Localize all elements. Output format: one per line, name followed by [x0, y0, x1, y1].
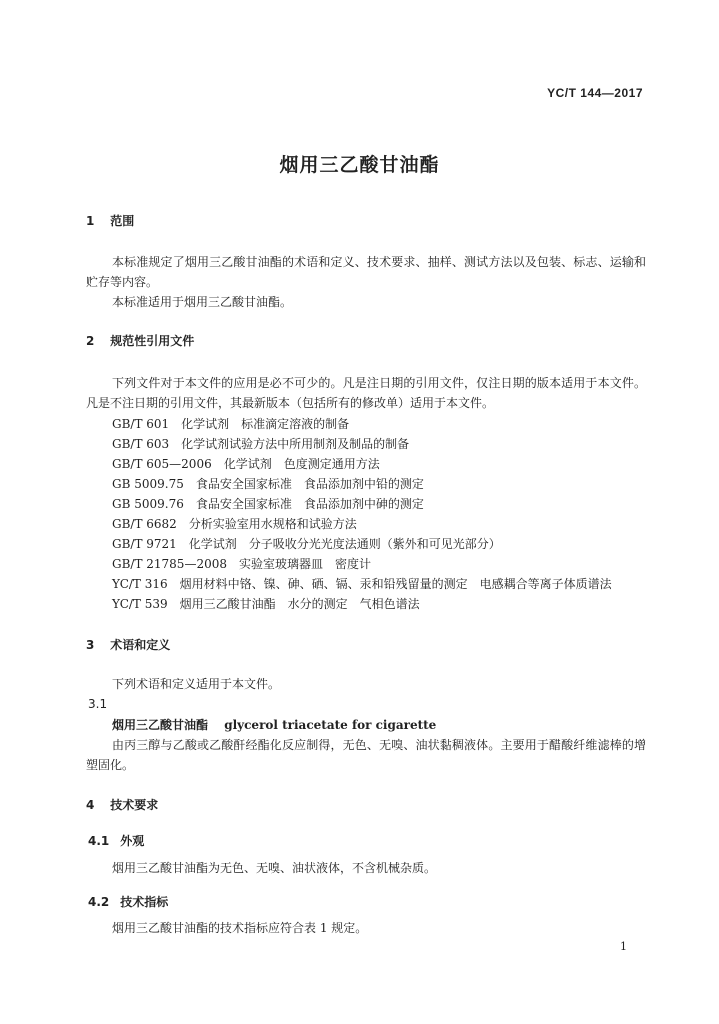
- subsection-4-1-heading: [88, 832, 144, 849]
- reference-item: YC/T 539 烟用三乙酸甘油酯 水分的测定 气相色谱法: [112, 597, 420, 611]
- subsection-number: 4.1: [88, 834, 110, 848]
- section-1-heading: [86, 212, 134, 229]
- section-number: 2: [86, 334, 95, 348]
- term-english: glycerol triacetate for cigarette: [224, 718, 437, 732]
- term-definition: 由丙三醇与乙酸或乙酸酐经酯化反应制得，无色、无嗅、油状黏稠液体。主要用于醋酸纤维滤棒的增塑固化。: [86, 738, 646, 772]
- standard-code: YC/T 144—2017: [547, 86, 643, 100]
- section-1-paragraph-1: 本标准规定了烟用三乙酸甘油酯的术语和定义、技术要求、抽样、测试方法以及包装、标志、运输和贮存等内容。: [86, 255, 646, 289]
- reference-item: GB/T 9721 化学试剂 分子吸收分光光度法通则（紫外和可见光部分）: [112, 537, 501, 551]
- section-1-paragraph-2: 本标准适用于烟用三乙酸甘油酯。: [112, 295, 293, 309]
- section-number: 1: [86, 214, 95, 228]
- subsection-title: 外观: [120, 834, 145, 848]
- section-4-heading: [86, 796, 158, 813]
- section-title: 术语和定义: [110, 638, 171, 652]
- subsection-4-2-heading: [88, 893, 168, 910]
- reference-item: GB/T 601 化学试剂 标准滴定溶液的制备: [112, 417, 350, 431]
- section-2-intro: 下列文件对于本文件的应用是必不可少的。凡是注日期的引用文件，仅注日期的版本适用于本文件。凡是不注日期的引用文件，其最新版本（包括所有的修改单）适用于本文件。: [86, 376, 646, 410]
- subsection-4-1-text: 烟用三乙酸甘油酯为无色、无嗅、油状液体，不含机械杂质。: [112, 861, 437, 875]
- section-title: 范围: [110, 214, 135, 228]
- subsection-number: 4.2: [88, 895, 110, 909]
- subsection-title: 技术指标: [120, 895, 169, 909]
- page-number: 1: [620, 940, 627, 953]
- term-chinese: 烟用三乙酸甘油酯: [112, 718, 209, 732]
- reference-item: GB/T 605—2006 化学试剂 色度测定通用方法: [112, 457, 380, 471]
- reference-item: YC/T 316 烟用材料中铬、镍、砷、硒、镉、汞和铅残留量的测定 电感耦合等离子体质谱法: [112, 577, 612, 591]
- reference-item: GB/T 6682 分析实验室用水规格和试验方法: [112, 517, 357, 531]
- section-number: 4: [86, 798, 95, 812]
- section-3-heading: [86, 636, 170, 653]
- section-2-heading: [86, 332, 194, 349]
- reference-item: GB/T 603 化学试剂试验方法中所用制剂及制品的制备: [112, 437, 410, 451]
- reference-item: GB/T 21785—2008 实验室玻璃器皿 密度计: [112, 557, 371, 571]
- term-number: 3.1: [88, 697, 108, 711]
- section-number: 3: [86, 638, 95, 652]
- reference-item: GB 5009.75 食品安全国家标准 食品添加剂中铅的测定: [112, 477, 424, 491]
- section-title: 规范性引用文件: [110, 334, 195, 348]
- section-title: 技术要求: [110, 798, 159, 812]
- section-3-intro: 下列术语和定义适用于本文件。: [112, 677, 281, 691]
- subsection-4-2-text: 烟用三乙酸甘油酯的技术指标应符合表 1 规定。: [112, 921, 368, 935]
- term-heading: [112, 716, 436, 733]
- reference-item: GB 5009.76 食品安全国家标准 食品添加剂中砷的测定: [112, 497, 424, 511]
- document-title: 烟用三乙酸甘油酯: [279, 154, 440, 176]
